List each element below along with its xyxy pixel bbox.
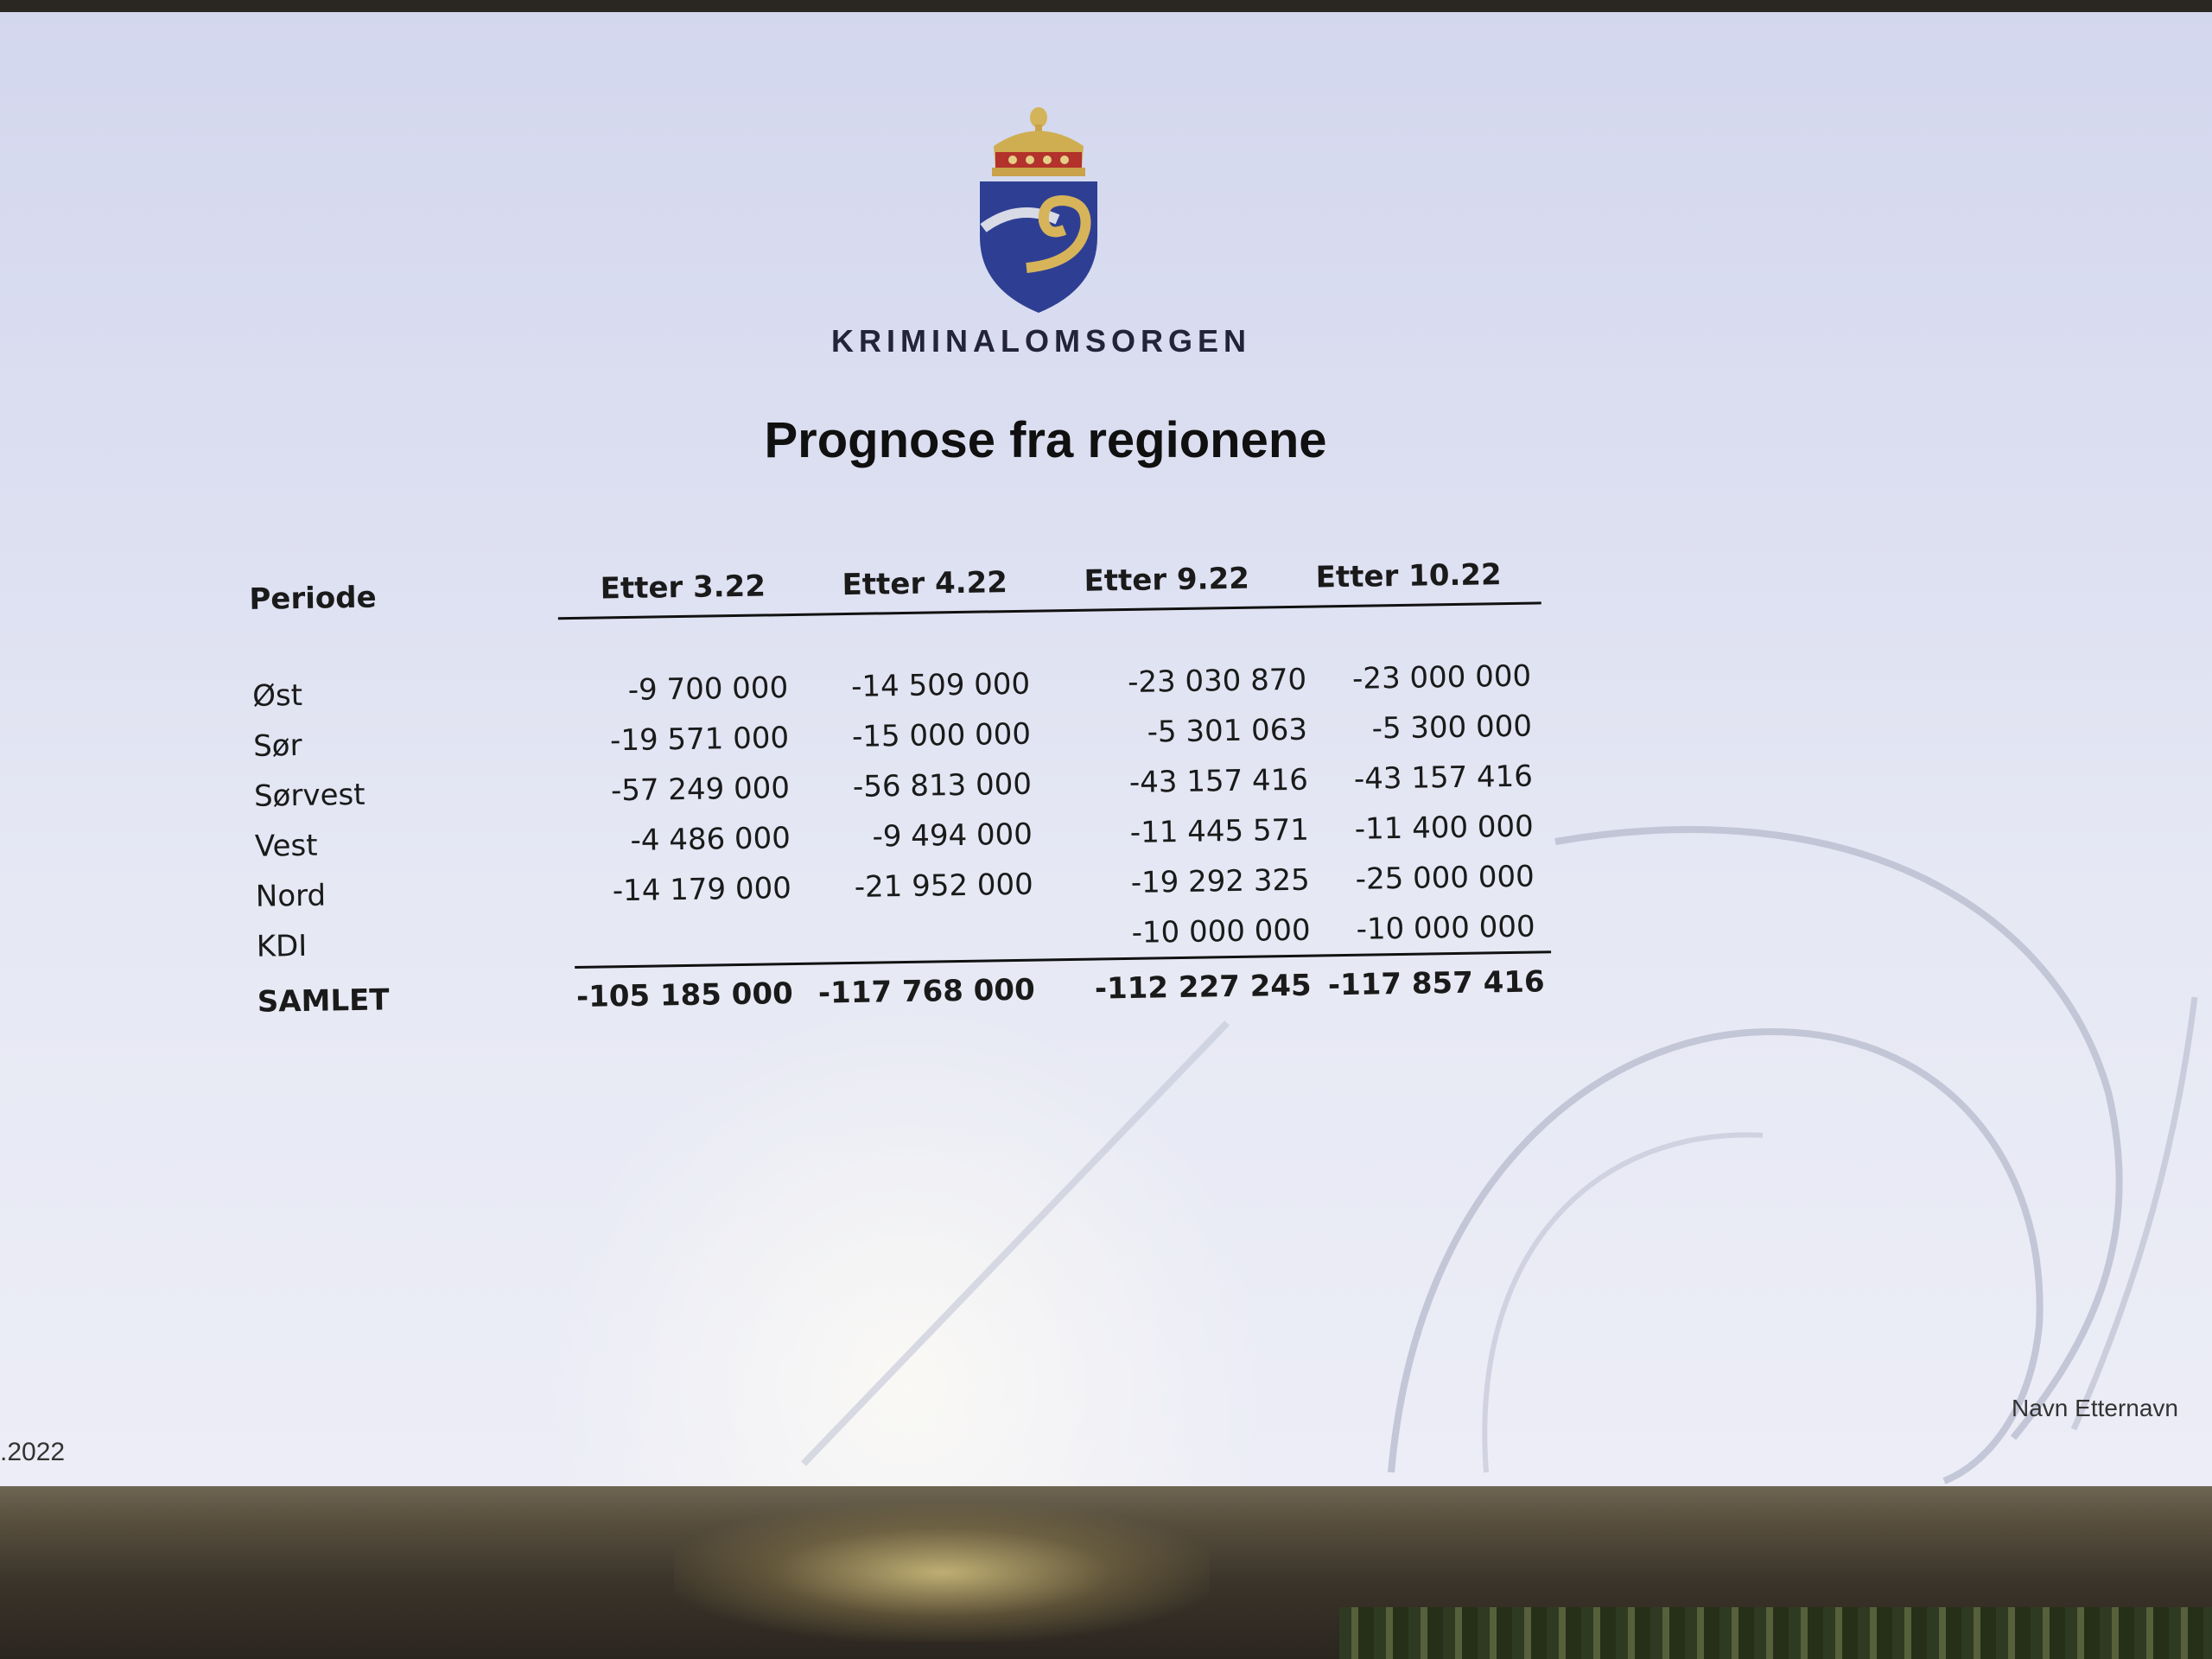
row-label: KDI — [256, 928, 308, 964]
table-cell: -105 185 000 — [575, 976, 794, 1014]
row-label: Nord — [255, 878, 327, 914]
table-cell: -56 813 000 — [852, 766, 1033, 804]
table-cell: -23 000 000 — [1351, 658, 1532, 696]
table-cell: -5 301 063 — [1147, 712, 1308, 750]
org-name: KRIMINALOMSORGEN — [831, 323, 1251, 359]
table-cell: -14 509 000 — [850, 666, 1031, 704]
row-label: SAMLET — [257, 982, 390, 1020]
column-header: Etter 4.22 — [842, 565, 1008, 603]
row-label: Vest — [254, 828, 318, 864]
table-cell: -15 000 000 — [851, 716, 1032, 754]
room-light-glow — [674, 1503, 1210, 1642]
table-cell: -9 494 000 — [872, 817, 1033, 855]
table-cell: -117 857 416 — [1327, 964, 1545, 1003]
kriminalomsorgen-emblem-icon — [975, 99, 1103, 315]
table-cell: -43 157 416 — [1353, 759, 1534, 797]
table-cell: -23 030 870 — [1127, 662, 1307, 700]
table-cell: -19 571 000 — [609, 721, 790, 759]
row-label: Sørvest — [253, 777, 365, 814]
slide-title: Prognose fra regionene — [764, 412, 1327, 468]
forecast-table — [242, 553, 1562, 1040]
window-foliage — [1339, 1607, 2212, 1659]
table-cell: -4 486 000 — [630, 821, 791, 858]
table-cell: -25 000 000 — [1355, 859, 1535, 897]
footer-presenter-name: Navn Etternavn — [2012, 1395, 2178, 1421]
column-header: Etter 10.22 — [1315, 557, 1502, 595]
projector-screen — [0, 12, 2212, 1490]
table-cell: -10 000 000 — [1356, 909, 1535, 947]
table-cell: -14 179 000 — [612, 871, 792, 909]
table-cell: -19 292 325 — [1130, 862, 1311, 900]
footer-date: .2022 — [0, 1438, 66, 1466]
row-label: Sør — [252, 728, 302, 764]
table-cell: -57 249 000 — [610, 771, 791, 809]
table-cell: -9 700 000 — [627, 671, 789, 708]
column-header: Etter 9.22 — [1084, 561, 1250, 599]
table-cell — [558, 921, 791, 925]
table-cell: -11 445 571 — [1129, 812, 1310, 850]
table-cell: -11 400 000 — [1354, 809, 1535, 847]
table-cell: -112 227 245 — [1094, 968, 1312, 1007]
row-label: Øst — [251, 677, 303, 714]
table-cell: -10 000 000 — [1131, 912, 1311, 950]
table-cell — [800, 918, 1033, 921]
table-cell: -21 952 000 — [854, 867, 1034, 905]
column-header: Etter 3.22 — [600, 569, 766, 607]
period-header: Periode — [249, 580, 377, 617]
total-row — [248, 964, 1562, 1028]
table-cell: -117 768 000 — [817, 972, 1035, 1011]
table-cell: -43 157 416 — [1128, 762, 1309, 800]
table-cell: -5 300 000 — [1371, 709, 1533, 747]
